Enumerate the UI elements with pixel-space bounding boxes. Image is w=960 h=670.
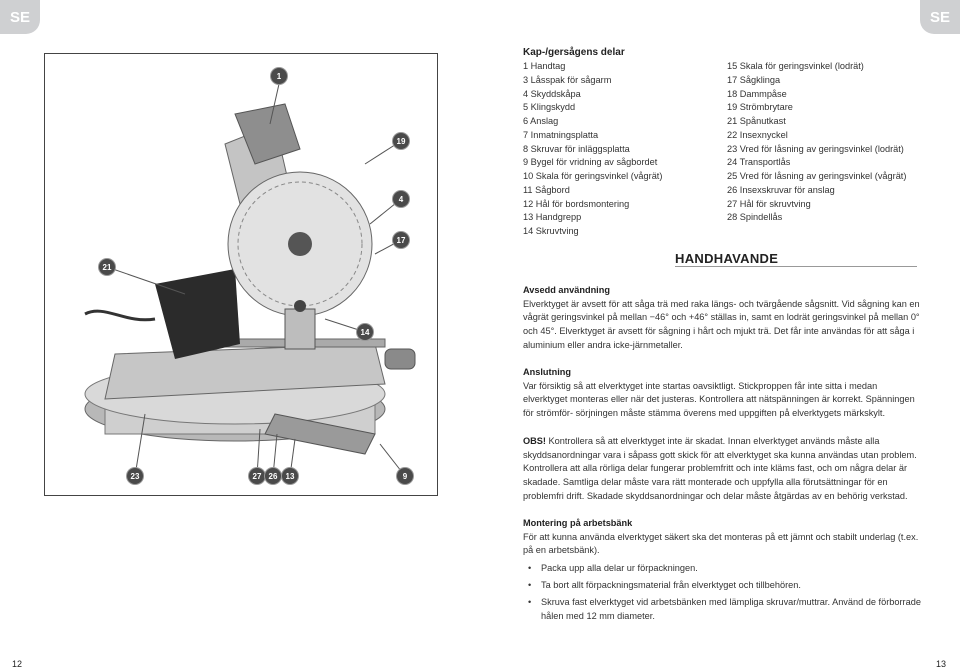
warning-text: Kontrollera så att elverktyget inte är skadat. Innan elverktyget används måste alla skyddsanordningar vara i såpass gott skick för att elverktyget ska kunna användas utan problem. Kontrollera att alla rörliga delar fungerar problemfritt och inte kläms fast, och om några delar är skadade. Samtliga delar måste vara rätt monterade och uppfylla alla förutsättningar för en problemfri drift. Skadade skyddsanordningar och delar måste åtgärdas av en behörig verkstad. [523, 436, 917, 501]
usage-section [523, 284, 923, 353]
mounting-section [523, 517, 923, 623]
mounting-steps [523, 562, 923, 624]
part-item: 23 Vred för låsning av geringsvinkel (lodrät) [727, 143, 904, 154]
part-item: 10 Skala för geringsvinkel (vågrät) [523, 171, 663, 181]
part-item: 9 Bygel för vridning av sågbordet [523, 157, 658, 168]
part-item: 27 Hål för skruvtving [727, 198, 811, 209]
warning-label: OBS! [523, 436, 546, 446]
mounting-text: För att kunna använda elverktyget säkert ska det monteras på ett jämnt och stabilt underlag (t.ex. på en arbetsbänk). [523, 531, 919, 556]
warning-section [523, 435, 923, 504]
parts-list-column-1 [523, 60, 662, 239]
callout-13: 13 [282, 468, 298, 484]
list-item: • Skruva fast elverktyget vid arbetsbänken med lämpliga skruvar/muttrar. Använd de förborrade hålen med 12 mm diameter. [523, 596, 923, 623]
warning-paragraph [523, 435, 923, 504]
section-heading: HANDHAVANDE [675, 251, 779, 266]
callout-21: 21 [99, 259, 115, 275]
connection-title: Anslutning [523, 367, 571, 377]
callout-17: 17 [393, 232, 409, 248]
part-item: 11 Sågbord [523, 184, 570, 195]
part-item: 17 Sågklinga [727, 74, 781, 85]
part-item: 7 Inmatningsplatta [523, 129, 599, 140]
part-item: 14 Skruvtving [523, 226, 579, 236]
callout-27: 27 [249, 468, 265, 484]
part-item: 8 Skruvar för inläggsplatta [523, 143, 630, 154]
usage-title: Avsedd användning [523, 285, 610, 295]
part-item: 15 Skala för geringsvinkel (lodrät) [727, 61, 864, 71]
callout-4: 4 [393, 191, 409, 207]
language-tab-right: SE [920, 0, 960, 34]
page-number-right: 13 [935, 659, 946, 669]
mounting-title: Montering på arbetsbänk [523, 518, 633, 528]
heading-divider [675, 266, 917, 267]
part-item: 24 Transportlås [727, 157, 791, 168]
part-item: 4 Skyddskåpa [523, 88, 581, 99]
connection-section [523, 366, 923, 421]
page-number-left: 12 [12, 659, 23, 669]
parts-title: Kap-/gersågens delar [523, 47, 625, 58]
part-item: 28 Spindellås [727, 212, 783, 223]
saw-illustration [44, 53, 438, 496]
part-item: 18 Dammpåse [727, 88, 787, 99]
part-item: 19 Strömbrytare [727, 102, 793, 113]
parts-list-column-2 [727, 60, 906, 225]
language-tab-left: SE [0, 0, 40, 34]
usage-text: Elverktyget är avsett för att såga trä med raka längs- och tvärgående sågsnitt. Vid sågning kan en vågrät geringsvinkel på mellan −46° och +46° ställas in, samt en lodrät geringsvinkel på mellan 0° och 45°. Elverktyget är avsett för sågning i hårt och mjukt trä. Det får inte användas för att såga i aluminium eller andra icke-järnmetaller. [523, 298, 920, 350]
callout-1: 1 [271, 68, 287, 84]
list-item: • Packa upp alla delar ur förpackningen. [523, 562, 923, 576]
part-item: 3 Låsspak för sågarm [523, 74, 612, 85]
part-item: 21 Spånutkast [727, 116, 786, 126]
connection-text: Var försiktig så att elverktyget inte startas oavsiktligt. Stickproppen får inte sitta i medan elverktyget monteras eller när det justeras. Kontrollera att nätspänningen är korrekt. Spänningen för strömför- sörjningen måste stämma överens med uppgiften på elverktygets märkskylt. [523, 380, 915, 419]
callout-14: 14 [357, 324, 373, 340]
part-item: 25 Vred för låsning av geringsvinkel (vågrät) [727, 171, 907, 181]
list-item: • Ta bort allt förpackningsmaterial från elverktyget och tillbehören. [523, 579, 923, 593]
part-item: 26 Insexskruvar för anslag [727, 184, 835, 195]
part-item: 1 Handtag [523, 61, 566, 71]
part-item: 6 Anslag [523, 116, 559, 126]
part-item: 13 Handgrepp [523, 212, 582, 223]
callout-9: 9 [397, 468, 413, 484]
part-item: 12 Hål för bordsmontering [523, 198, 630, 209]
part-item: 5 Klingskydd [523, 102, 576, 113]
callout-26: 26 [265, 468, 281, 484]
callout-19: 19 [393, 133, 409, 149]
part-item: 22 Insexnyckel [727, 129, 788, 140]
callout-23: 23 [127, 468, 143, 484]
